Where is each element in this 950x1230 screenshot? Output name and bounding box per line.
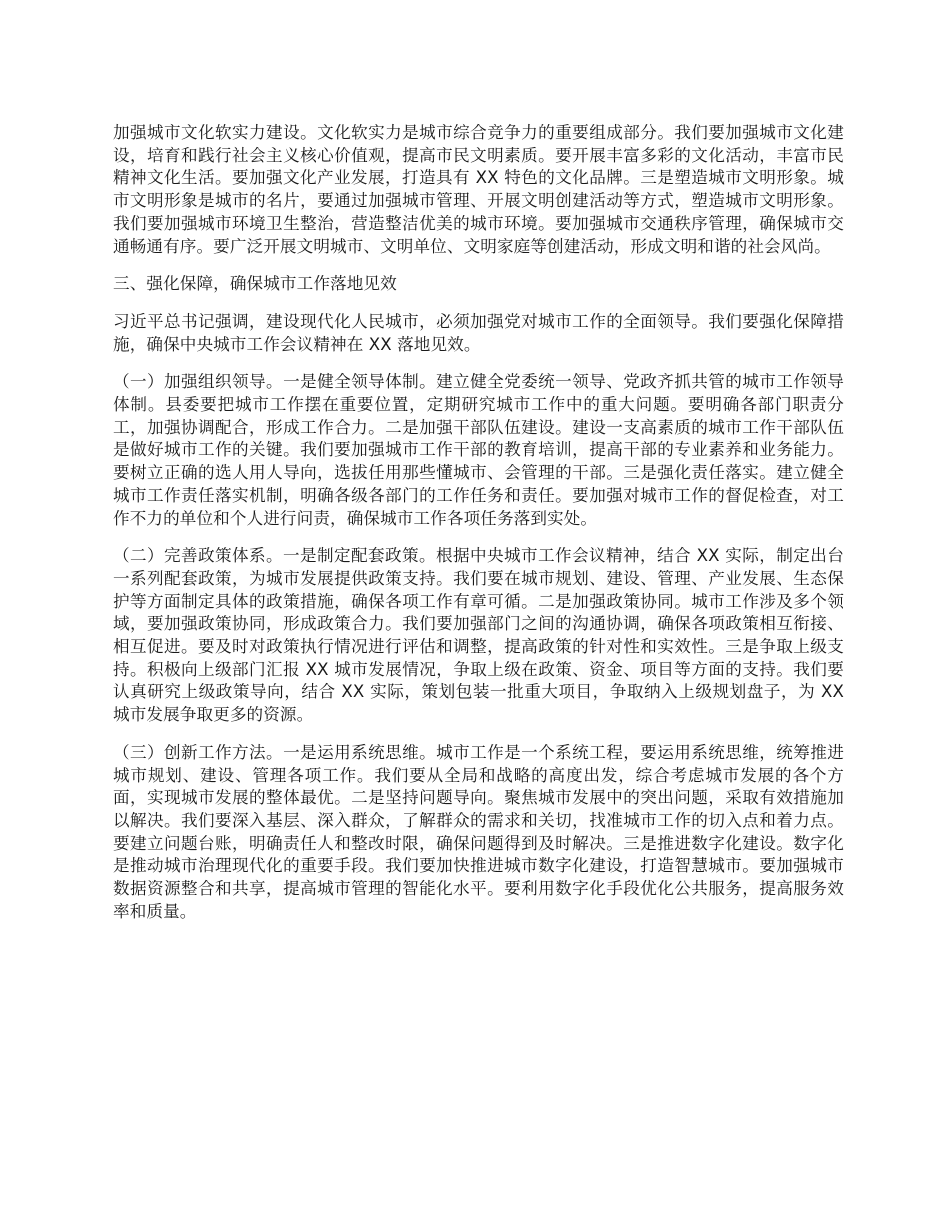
paragraph-policy: （二）完善政策体系。一是制定配套政策。根据中央城市工作会议精神，结合 XX 实际，制定出台一系列配套政策，为城市发展提供政策支持。我们要在城市规划、建设、管理、产业发展、生态保护等方面制定具体的政策措施，确保各项工作有章可循。二是加强政策协同。城市工作涉及多个领域，要加强政策协同，形成政策合力。我们要加强部门之间的沟通协调，确保各项政策相互衔接、相互促进。要及时对政策执行情况进行评估和调整，提高政策的针对性和实效性。三是争取上级支持。积极向上级部门汇报 XX 城市发展情况，争取上级在政策、资金、项目等方面的支持。我们要认真研究上级政策导向，结合 XX 实际，策划包装一批重大项目，争取纳入上级规划盘子，为 XX 城市发展争取更多的资源。	[113, 546, 844, 725]
paragraph-intro: 习近平总书记强调，建设现代化人民城市，必须加强党对城市工作的全面领导。我们要强化保障措施，确保中央城市工作会议精神在 XX 落地见效。	[113, 311, 844, 354]
paragraph-methods: （三）创新工作方法。一是运用系统思维。城市工作是一个系统工程，要运用系统思维，统筹推进城市规划、建设、管理各项工作。我们要从全局和战略的高度出发，综合考虑城市发展的各个方面，实现城市发展的整体最优。二是坚持问题导向。聚焦城市发展中的突出问题，采取有效措施加以解决。我们要深入基层、深入群众，了解群众的需求和关切，找准城市工作的切入点和着力点。要建立问题台账，明确责任人和整改时限，确保问题得到及时解决。三是推进数字化建设。数字化是推动城市治理现代化的重要手段。我们要加快推进城市数字化建设，打造智慧城市。要加强城市数据资源整合和共享，提高城市管理的智能化水平。要利用数字化手段优化公共服务，提高服务效率和质量。	[113, 742, 844, 921]
section-heading-3: 三、强化保障，确保城市工作落地见效	[113, 274, 397, 294]
document-body	[113, 122, 844, 939]
paragraph-culture: 加强城市文化软实力建设。文化软实力是城市综合竞争力的重要组成部分。我们要加强城市文化建设，培育和践行社会主义核心价值观，提高市民文明素质。要开展丰富多彩的文化活动，丰富市民精神文化生活。要加强文化产业发展，打造具有 XX 特色的文化品牌。三是塑造城市文明形象。城市文明形象是城市的名片，要通过加强城市管理、开展文明创建活动等方式，塑造城市文明形象。我们要加强城市环境卫生整治，营造整洁优美的城市环境。要加强城市交通秩序管理，确保城市交通畅通有序。要广泛开展文明城市、文明单位、文明家庭等创建活动，形成文明和谐的社会风尚。	[113, 123, 844, 256]
paragraph-organization: （一）加强组织领导。一是健全领导体制。建立健全党委统一领导、党政齐抓共管的城市工作领导体制。县委要把城市工作摆在重要位置，定期研究城市工作中的重大问题。要明确各部门职责分工，加强协调配合，形成工作合力。二是加强干部队伍建设。建设一支高素质的城市工作干部队伍是做好城市工作的关键。我们要加强城市工作干部的教育培训，提高干部的专业素养和业务能力。要树立正确的选人用人导向，选拔任用那些懂城市、会管理的干部。三是强化责任落实。建立健全城市工作责任落实机制，明确各级各部门的工作任务和责任。要加强对城市工作的督促检查，对工作不力的单位和个人进行问责，确保城市工作各项任务落到实处。	[113, 372, 844, 528]
